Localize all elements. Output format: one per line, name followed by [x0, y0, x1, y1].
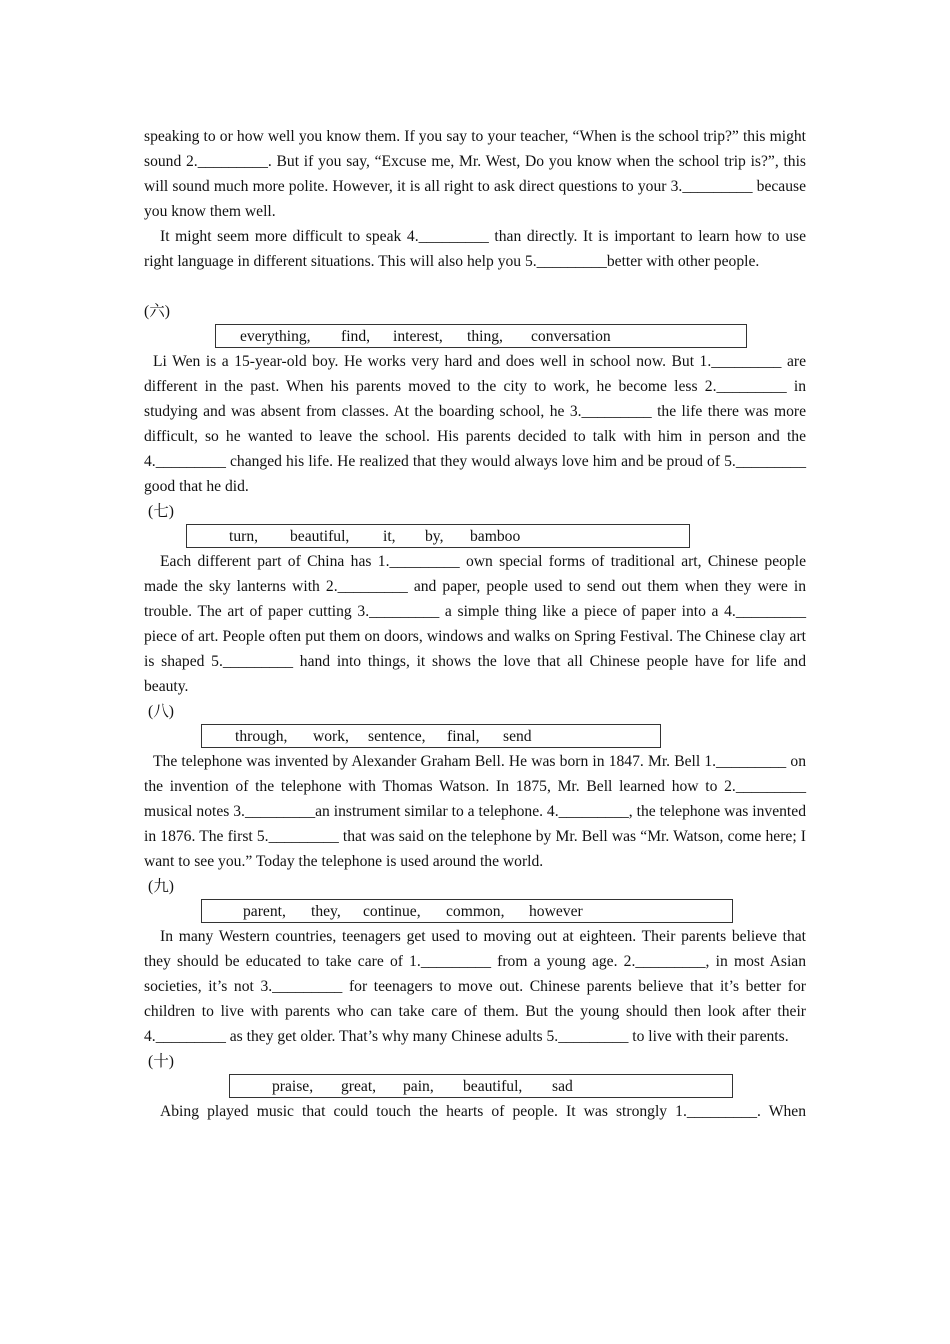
word-bank-item: thing, [467, 328, 503, 345]
word-bank-item: sad [552, 1078, 573, 1095]
spacer [144, 274, 806, 299]
word-bank-item: praise, [272, 1078, 314, 1095]
passage-paragraph: It might seem more difficult to speak 4._________ than directly. It is important to learn how to use right language in different situations. This will also help you 5._________better with other people. [144, 228, 806, 270]
passage-paragraph: The telephone was invented by Alexander Graham Bell. He was born in 1847. Mr. Bell 1._________ on the invention of the telephone with Thomas Watson. In 1875, Mr. Bell learned how to 2._________ musical notes 3._________an instrument similar to a telephone. 4._________, the telephone was invented in 1876. The first 5._________ that was said on the telephone by Mr. Bell was “Mr. Watson, come here; I want to see you.” Today the telephone is used around the world. [144, 753, 806, 870]
word-bank-item: beautiful, [290, 528, 350, 545]
word-bank-item: beautiful, [463, 1078, 523, 1095]
passage-paragraph: Each different part of China has 1._________ own special forms of traditional art, Chinese people made the sky lanterns with 2._________ and paper, people used to send out them when they were in trouble. The art of paper cutting 3._________ a simple thing like a piece of paper into a 4._________ piece of art. People often put them on doors, windows and walks on Spring Festival. The Chinese clay art is shaped 5._________ hand into things, it shows the love that all Chinese people have for life and beauty. [144, 553, 806, 695]
word-bank-item: parent, [243, 903, 286, 920]
word-bank-item: common, [446, 903, 505, 920]
passage-paragraph: Abing played music that could touch the hearts of people. It was strongly 1._________. When [160, 1103, 806, 1120]
word-bank-item: bamboo [470, 528, 521, 545]
section-label-8: (八) [148, 703, 174, 720]
word-bank-item: interest, [393, 328, 443, 345]
word-bank-item: everything, [240, 328, 311, 345]
word-bank-item: work, [313, 728, 349, 745]
word-bank-item: however [529, 903, 583, 920]
word-bank-item: continue, [363, 903, 421, 920]
word-bank-9 [201, 899, 733, 923]
passage-paragraph: In many Western countries, teenagers get used to moving out at eighteen. Their parents believe that they should be educated to take care of 1._________ from a young age. 2._________, in most Asian societies, it’s not 3._________ for teenagers to move out. Chinese parents believe that it’s better for children to live with parents who can take care of them. But the young should then look after their 4._________ as they get older. That’s why many Chinese adults 5._________ to live with their parents. [144, 928, 806, 1045]
word-bank-item: through, [235, 728, 288, 745]
word-bank-item: conversation [531, 328, 611, 345]
section-label-9: (九) [148, 878, 174, 895]
passage-paragraph: Li Wen is a 15-year-old boy. He works very hard and does well in school now. But 1._________ are different in the past. When his parents moved to the city to work, he become less 2._________ in studying and was absent from classes. At the boarding school, he 3._________ the life there was more difficult, so he wanted to leave the school. His parents decided to talk with him in person and the 4._________ changed his life. He realized that they would always love him and be proud of 5._________ good that he did. [144, 353, 806, 495]
passage-paragraph: speaking to or how well you know them. If you say to your teacher, “When is the school trip?” this might sound 2._________. But if you say, “Excuse me, Mr. West, Do you know when the school trip is?”, this will sound much more polite. However, it is all right to ask direct questions to your 3._________ because you know them well. [144, 128, 806, 220]
word-bank-8 [201, 724, 661, 748]
section-label-6: (六) [144, 303, 170, 320]
word-bank-item: turn, [229, 528, 259, 545]
word-bank-item: send [503, 728, 532, 745]
word-bank-item: find, [341, 328, 371, 345]
word-bank-6 [215, 324, 747, 348]
word-bank-item: pain, [403, 1078, 434, 1095]
word-bank-item: sentence, [368, 728, 426, 745]
word-bank-item: they, [311, 903, 341, 920]
word-bank-10 [229, 1074, 733, 1098]
section-label-10: (十) [148, 1053, 174, 1070]
word-bank-item: final, [447, 728, 480, 745]
word-bank-item: by, [425, 528, 444, 545]
document-page [144, 124, 806, 1124]
section-label-7: (七) [148, 503, 174, 520]
word-bank-item: it, [383, 528, 396, 545]
word-bank-item: great, [341, 1078, 377, 1095]
word-bank-7 [186, 524, 690, 548]
